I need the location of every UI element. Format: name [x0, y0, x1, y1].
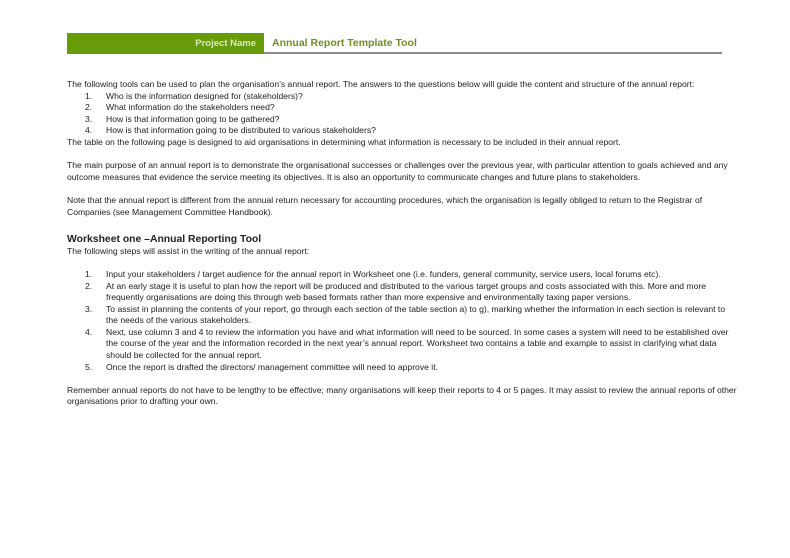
list-item: 2. At an early stage it is useful to plan how the report will be produced and distributed to the various target groups and costs associated with this. More and more frequently organisations are doing this through web based formats rather than more expensive and environmentally taxing paper versions.: [85, 280, 706, 303]
purpose-paragraph: The main purpose of an annual report is to demonstrate the organisational successes or challenges over the previous year, with particular attention to goals achieved and any outcome measures that evidence the service meeting its objectives. It is also an opportunity to communicate changes and future plans to stakeholders.: [67, 160, 728, 182]
list-item: 4. How is that information going to be distributed to various stakeholders?: [85, 125, 376, 136]
document-title: Annual Report Template Tool: [272, 37, 417, 49]
closing-paragraph: Remember annual reports do not have to be lengthy to be effective; many organisations will keep their reports to 4 or 5 pages. It may assist to review the annual reports of other organisations prior to drafting your own.: [67, 384, 737, 407]
list-item: 3. How is that information going to be gathered?: [85, 113, 280, 124]
document-body: [67, 79, 737, 408]
list-item: 2. What information do the stakeholders need?: [85, 102, 275, 113]
steps-list: [67, 269, 737, 373]
project-name-banner: Project Name: [67, 33, 264, 54]
document-header: [67, 33, 722, 54]
table-note-paragraph: The table on the following page is designed to aid organisations in determining what information is necessary to be included in their annual report.: [67, 136, 621, 147]
header-divider: [264, 52, 722, 54]
list-item: 4. Next, use column 3 and 4 to review the information you have and what information will need to be sourced. In some cases a system will need to be established over the course of the year and the information recorded in the next year’s annual report. Worksheet two contains a table and example to assist in clarifying what data should be collected for the annual report.: [85, 326, 729, 361]
list-item: 1. Input your stakeholders / target audience for the annual report in Worksheet one (i.e. funders, general community, service users, local forums etc).: [85, 268, 661, 279]
note-paragraph: Note that the annual report is different from the annual return necessary for accounting procedures, which the organisation is legally obliged to return to the Registrar of Companies (see Management Committee Handbook).: [67, 194, 703, 217]
list-item: 1. Who is the information designed for (stakeholders)?: [85, 90, 303, 101]
intro-paragraph: The following tools can be used to plan the organisation’s annual report. The answers to the questions below will guide the content and structure of the annual report:: [67, 79, 695, 89]
list-item: 3. To assist in planning the contents of your report, go through each section of the table section a) to g), marking whether the information in each section is relevant to the needs of the various stakeholders.: [85, 303, 726, 326]
worksheet-intro: The following steps will assist in the writing of the annual report:: [67, 245, 310, 256]
worksheet-heading: Worksheet one –Annual Reporting Tool: [67, 233, 262, 245]
questions-list: [67, 91, 737, 137]
list-item: 5. Once the report is drafted the directors/ management committee will need to approve it.: [85, 361, 438, 372]
